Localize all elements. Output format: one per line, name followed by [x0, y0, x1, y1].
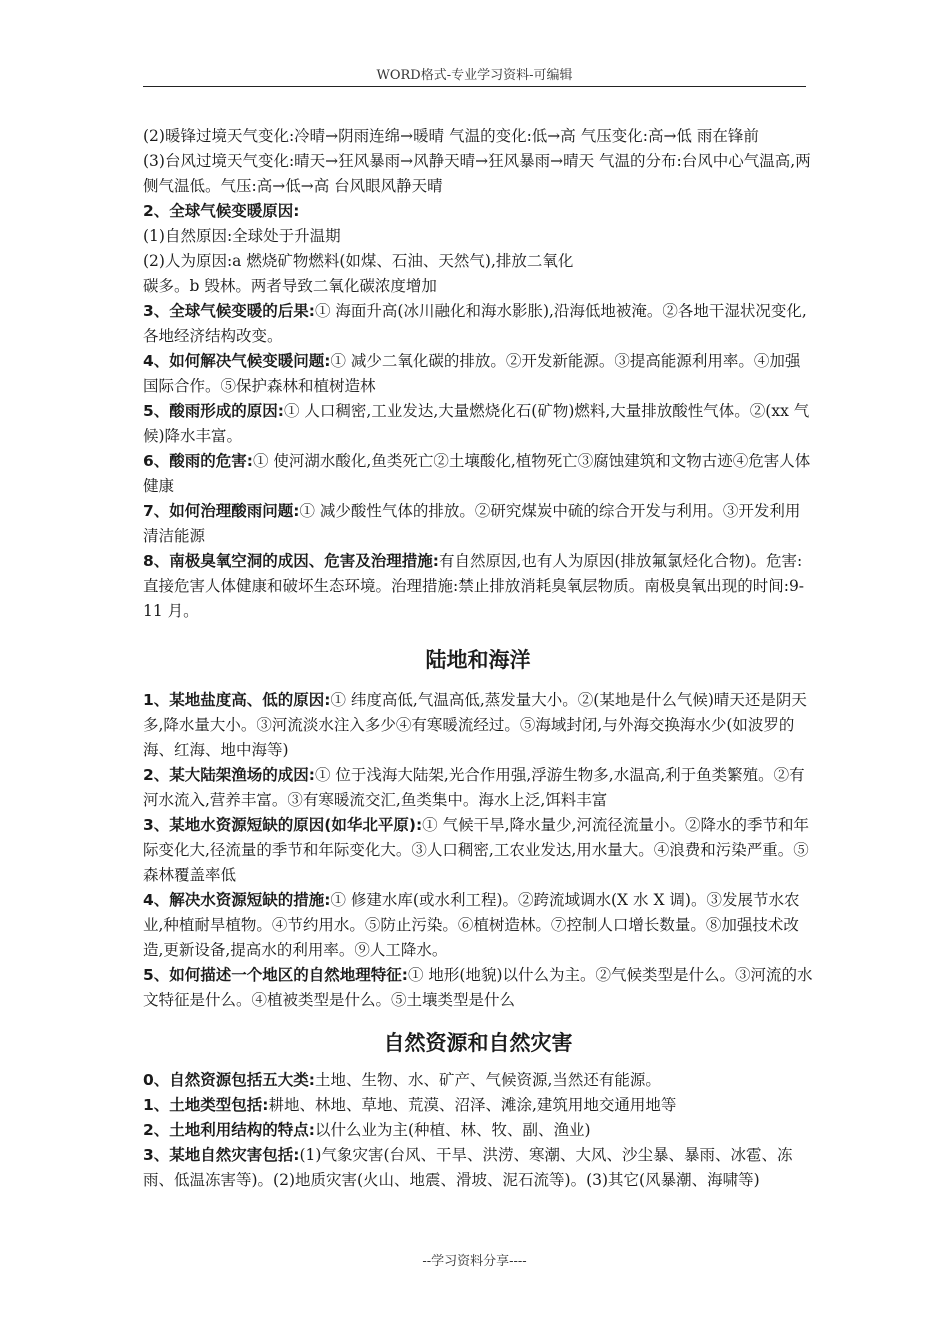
- section-title-resources-disasters: 自然资源和自然灾害: [383, 1031, 573, 1055]
- page-footer: --学习资料分享----: [422, 1254, 527, 1269]
- paragraph: [143, 813, 813, 888]
- paragraph-heading: 3、某地自然灾害包括:: [143, 1146, 300, 1164]
- paragraph-heading: 8、南极臭氧空洞的成因、危害及治理措施:: [143, 552, 439, 570]
- paragraph-text: 以什么业为主(种植、林、牧、副、渔业): [314, 1121, 591, 1139]
- paragraph-text: ① 使河湖水酸化,鱼类死亡②土壤酸化,植物死亡③腐蚀建筑和文物古迹④危害人体健康: [143, 452, 811, 495]
- paragraph: [143, 399, 813, 449]
- paragraph: [143, 688, 813, 763]
- paragraph-text: ① 减少二氧化碳的排放。②开发新能源。③提高能源利用率。④加强国际合作。⑤保护森林和植树造林: [143, 352, 801, 395]
- paragraph: [143, 199, 813, 224]
- paragraph-heading: 4、解决水资源短缺的措施:: [143, 891, 331, 909]
- paragraph-heading: 7、如何治理酸雨问题:: [143, 502, 300, 520]
- paragraph: [143, 1143, 813, 1193]
- paragraph: [143, 299, 813, 349]
- paragraph-heading: 5、如何描述一个地区的自然地理特征:: [143, 966, 408, 984]
- paragraph-text: 有自然原因,也有人为原因(排放氟氯烃化合物)。危害:直接危害人体健康和破坏生态环境。治理措施:禁止排放消耗臭氧层物质。南极臭氧出现的时间:9-11 月。: [143, 552, 805, 620]
- paragraph: [143, 1093, 813, 1118]
- paragraph-text: ① 地形(地貌)以什么为主。②气候类型是什么。③河流的水文特征是什么。④植被类型是什么。⑤土壤类型是什么: [143, 966, 813, 1009]
- paragraph-heading: 2、某大陆架渔场的成因:: [143, 766, 315, 784]
- paragraph-heading: 1、土地类型包括:: [143, 1096, 269, 1114]
- paragraph-text: (2)人为原因:a 燃烧矿物燃料(如煤、石油、天然气),排放二氧化: [143, 252, 574, 270]
- paragraph-heading: 2、土地利用结构的特点:: [143, 1121, 315, 1139]
- paragraph: [143, 274, 813, 299]
- paragraph: [143, 1068, 813, 1093]
- paragraph: [143, 149, 813, 199]
- paragraph-text: (1)气象灾害(台风、干旱、洪涝、寒潮、大风、沙尘暴、暴雨、冰雹、冻雨、低温冻害等)。(2)地质灾害(火山、地震、滑坡、泥石流等)。(3)其它(风暴潮、海啸等): [143, 1146, 793, 1189]
- paragraph-heading: 1、某地盐度高、低的原因:: [143, 691, 331, 709]
- paragraph: [143, 1118, 813, 1143]
- paragraph-text: 土地、生物、水、矿产、气候资源,当然还有能源。: [314, 1071, 661, 1089]
- header-rule: [143, 86, 806, 87]
- paragraph-text: ① 人口稠密,工业发达,大量燃烧化石(矿物)燃料,大量排放酸性气体。②(xx 气候)降水丰富。: [143, 402, 810, 445]
- paragraph-text: ① 修建水库(或水利工程)。②跨流域调水(X 水 X 调)。③发展节水农业,种植耐旱植物。④节约用水。⑤防止污染。⑥植树造林。⑦控制人口增长数量。⑧加强技术改造,更新设备,提高水的利用率。⑨人工降水。: [143, 891, 800, 959]
- block-resources-disasters: [143, 1068, 813, 1193]
- paragraph: [143, 449, 813, 499]
- paragraph: [143, 549, 813, 624]
- paragraph-heading: 2、全球气候变暖原因:: [143, 202, 300, 220]
- paragraph: [143, 224, 813, 249]
- paragraph-text: ① 海面升高(冰川融化和海水影胀),沿海低地被淹。②各地干湿状况变化,各地经济结构改变。: [143, 302, 807, 345]
- paragraph-heading: 4、如何解决气候变暖问题:: [143, 352, 331, 370]
- paragraph: [143, 499, 813, 549]
- document-body: [143, 124, 813, 1193]
- block-climate: [143, 124, 813, 624]
- paragraph: [143, 349, 813, 399]
- paragraph-text: (3)台风过境天气变化:晴天→狂风暴雨→风静天晴→狂风暴雨→晴天 气温的分布:台风中心气温高,两侧气温低。气压:高→低→高 台风眼风静天晴: [143, 152, 811, 195]
- paragraph-text: 碳多。b 毁林。两者导致二氧化碳浓度增加: [143, 277, 437, 295]
- paragraph-heading: 6、酸雨的危害:: [143, 452, 253, 470]
- section-title-land-ocean: 陆地和海洋: [425, 648, 531, 672]
- paragraph-heading: 5、酸雨形成的原因:: [143, 402, 284, 420]
- paragraph: [143, 249, 813, 274]
- paragraph-text: ① 位于浅海大陆架,光合作用强,浮游生物多,水温高,利于鱼类繁殖。②有河水流入,营养丰富。③有寒暖流交汇,鱼类集中。海水上泛,饵料丰富: [143, 766, 805, 809]
- paragraph-text: ① 气候干旱,降水量少,河流径流量小。②降水的季节和年际变化大,径流量的季节和年际变化大。③人口稠密,工农业发达,用水量大。④浪费和污染严重。⑤森林覆盖率低: [143, 816, 809, 884]
- paragraph-text: (2)暖锋过境天气变化:冷晴→阴雨连绵→暖晴 气温的变化:低→高 气压变化:高→低 雨在锋前: [143, 127, 759, 145]
- paragraph: [143, 963, 813, 1013]
- page-header: WORD格式-专业学习资料-可编辑: [376, 68, 573, 83]
- paragraph: [143, 124, 813, 149]
- paragraph-heading: 3、某地水资源短缺的原因(如华北平原):: [143, 816, 423, 834]
- paragraph-text: ① 减少酸性气体的排放。②研究煤炭中硫的综合开发与利用。③开发利用清洁能源: [143, 502, 801, 545]
- paragraph-text: (1)自然原因:全球处于升温期: [143, 227, 341, 245]
- paragraph: [143, 763, 813, 813]
- paragraph-heading: 3、全球气候变暖的后果:: [143, 302, 315, 320]
- block-land-ocean: [143, 688, 813, 1013]
- paragraph-text: 耕地、林地、草地、荒漠、沼泽、滩涂,建筑用地交通用地等: [268, 1096, 677, 1114]
- paragraph-heading: 0、自然资源包括五大类:: [143, 1071, 315, 1089]
- paragraph: [143, 888, 813, 963]
- paragraph-text: ① 纬度高低,气温高低,蒸发量大小。②(某地是什么气候)晴天还是阴天多,降水量大小。③河流淡水注入多少④有寒暖流经过。⑤海域封闭,与外海交换海水少(如波罗的海、红海、地中海等): [143, 691, 807, 759]
